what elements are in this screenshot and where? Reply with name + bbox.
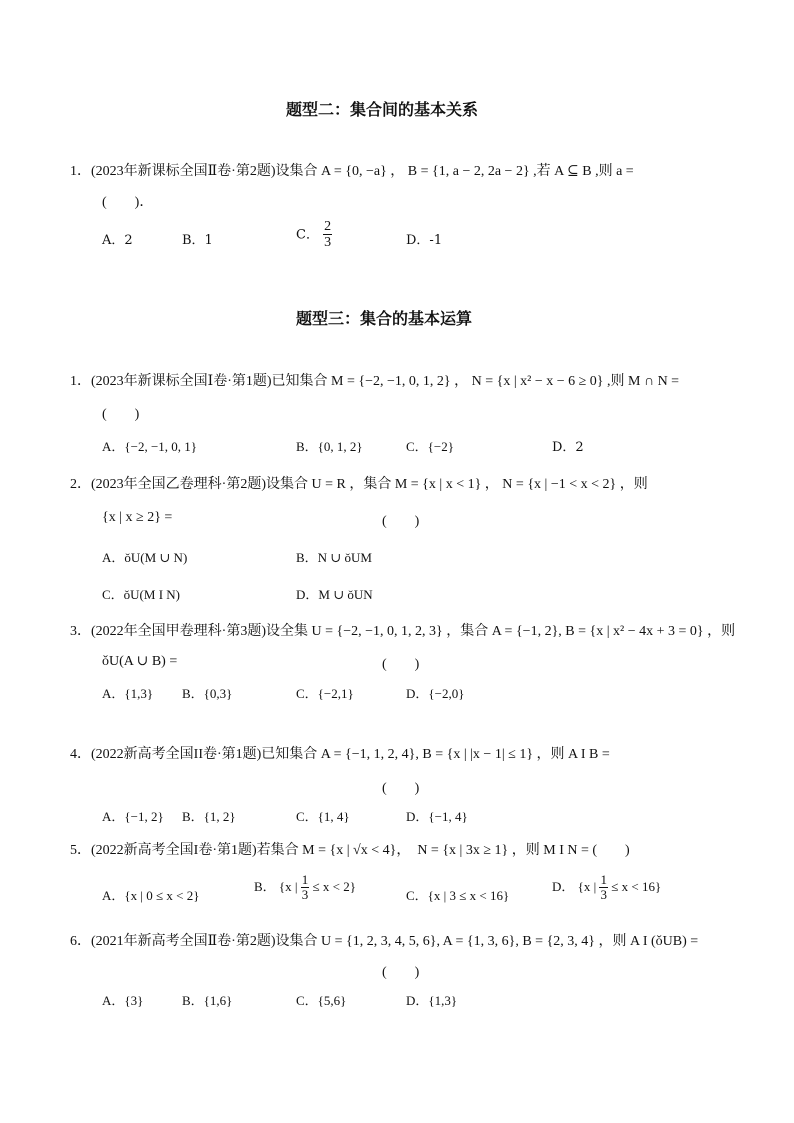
set-close: ≤ x < 16} (611, 878, 662, 894)
option-a: A．{3} (102, 993, 144, 1008)
question-paren: ( )． (102, 195, 154, 210)
option-a: A．{1,3} (102, 686, 154, 701)
question-stem: 6．(2021年新高考全国Ⅱ卷·第2题)设集合 U = {1, 2, 3, 4, 5, 6}, A = {1, 3, 6}, B = {2, 3, 4} ，则 A I (ǒUB) = (70, 934, 699, 949)
option-c-label: C． (296, 227, 319, 243)
option-d: D．{1,3} (406, 993, 458, 1008)
option-b (254, 873, 356, 903)
option-a: A．{−1, 2} (102, 809, 164, 824)
fraction-numerator: 1 (301, 872, 309, 887)
option-c: C．{−2,1} (296, 686, 354, 701)
fraction-denominator: 3 (301, 887, 309, 903)
option-c: C．{−2} (406, 439, 454, 454)
option-c: C．ǒU(M I N) (102, 587, 180, 602)
question-paren: ( ) (102, 407, 140, 422)
option-a: A．ǒU(M ∪ N) (102, 550, 188, 565)
fraction (301, 873, 310, 903)
question-paren: ( ) (382, 965, 420, 980)
fraction-numerator: 1 (600, 872, 607, 887)
question-paren: ( ) (382, 781, 420, 796)
option-a: A．{−2, −1, 0, 1} (102, 439, 198, 454)
question-stem: 2．(2023年全国乙卷理科·第2题)设集合 U = R ，集合 M = {x | x < 1} ， N = {x | −1 < x < 2} ，则 (70, 477, 648, 492)
option-d: D．2 (552, 440, 584, 455)
option-d (552, 873, 661, 903)
set-open: {x | (577, 878, 597, 894)
option-a: A．2 (102, 233, 133, 248)
option-b: B．{1,6} (182, 993, 233, 1008)
option-b: B．1 (182, 233, 213, 248)
option-c: C．{x | 3 ≤ x < 16} (406, 888, 510, 903)
question-stem: 3．(2022年全国甲卷理科·第3题)设全集 U = {−2, −1, 0, 1, 2, 3} ，集合 A = {−1, 2}, B = {x | x² − 4x + 3 = 0} ，则 (70, 624, 736, 639)
fraction-denominator: 3 (600, 887, 607, 903)
fraction (599, 873, 608, 903)
set-close: ≤ x < 2} (312, 878, 356, 894)
option-d: D．{−2,0} (406, 686, 465, 701)
question-paren: ( ) (382, 657, 420, 672)
option-c: C．{1, 4} (296, 809, 350, 824)
fraction-denominator: 3 (324, 235, 332, 251)
question-stem: 1．(2023年新课标全国Ⅱ卷·第2题)设集合 A = {0, −a} ， B = {1, a − 2, 2a − 2} ,若 A ⊆ B ,则 a = (70, 164, 634, 179)
fraction (323, 219, 332, 251)
option-c: C．{5,6} (296, 993, 347, 1008)
set-open: {x | (278, 878, 298, 894)
fraction-numerator: 2 (324, 219, 332, 234)
option-a: A．{x | 0 ≤ x < 2} (102, 888, 200, 903)
option-d: D．{−1, 4} (406, 809, 468, 824)
option-b: B．{1, 2} (182, 809, 236, 824)
question-paren: ( ) (382, 514, 420, 529)
option-c (296, 219, 332, 251)
section-title-type2: 题型二：集合间的基本关系 (286, 100, 479, 119)
question-stem: 5．(2022新高考全国I卷·第1题)若集合 M = {x | √x < 4}， N = {x | 3x ≥ 1} ，则 M I N = ( ) (70, 843, 630, 858)
option-b: B．{0, 1, 2} (296, 439, 363, 454)
option-d: D．-1 (406, 233, 443, 248)
question-stem: 4．(2022新高考全国II卷·第1题)已知集合 A = {−1, 1, 2, 4}, B = {x | |x − 1| ≤ 1} ，则 A I B = (70, 747, 610, 762)
question-stem: 1．(2023年新课标全国Ⅰ卷·第1题)已知集合 M = {−2, −1, 0, 1, 2} ， N = {x | x² − x − 6 ≥ 0} ,则 M ∩ N = (70, 374, 680, 389)
option-d-label: D． (552, 878, 575, 894)
question-stem-line2: ǒU(A ∪ B) = (102, 654, 178, 669)
section-title-type3: 题型三：集合的基本运算 (296, 309, 473, 328)
option-b-label: B． (254, 878, 276, 894)
option-d: D．M ∪ ǒUN (296, 587, 373, 602)
option-b: B．{0,3} (182, 686, 233, 701)
question-stem-line2: {x | x ≥ 2} = (102, 510, 173, 525)
option-b: B．N ∪ ǒUM (296, 550, 372, 565)
